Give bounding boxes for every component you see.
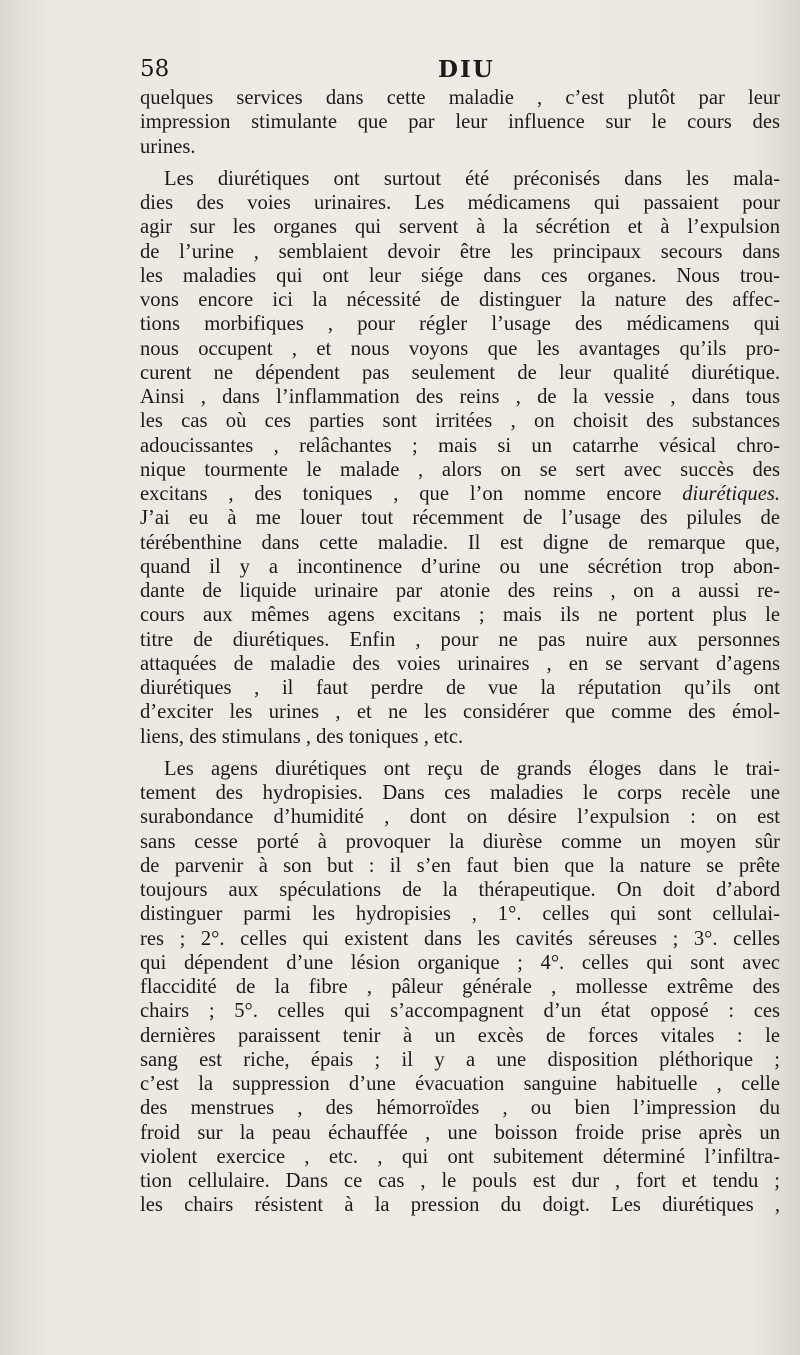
text-line: les maladies qui ont leur siége dans ces organes. Nous trou- bbox=[140, 264, 780, 287]
text-line: c’est la suppression d’une évacuation sanguine habituelle , celle bbox=[140, 1073, 780, 1095]
text-segment: excitans , des toniques , que l’on nomme encore bbox=[140, 483, 662, 505]
text-line: adoucissantes , relâchantes ; mais si un catarrhe vésical chro- bbox=[140, 434, 780, 457]
italic-term: diurétiques. bbox=[682, 483, 781, 505]
text-line bbox=[140, 482, 780, 506]
text-line: liens, des stimulans , des toniques , etc. bbox=[140, 725, 464, 748]
text-line: sans cesse porté à provoquer la diurèse comme un moyen sûr bbox=[140, 830, 780, 853]
text-line: Ainsi , dans l’inflammation des reins , de la vessie , dans tous bbox=[140, 386, 780, 408]
text-line: froid sur la peau échauffée , une boisson froide prise après un bbox=[140, 1121, 780, 1144]
paragraph-1 bbox=[140, 86, 780, 159]
text-line: les cas où ces parties sont irritées , on choisit des substances bbox=[140, 410, 780, 433]
text-line: J’ai eu à me louer tout récemment de l’usage des pilules de bbox=[140, 507, 780, 530]
text-line: de l’urine , semblaient devoir être les principaux secours dans bbox=[140, 240, 780, 263]
text-line: surabondance d’humidité , dont on désire l’expulsion : on est bbox=[140, 806, 780, 829]
page-number: 58 bbox=[140, 56, 170, 82]
text-line: chairs ; 5°. celles qui s’accompagnent d’un état opposé : ces bbox=[140, 1000, 780, 1023]
text-line: urines. bbox=[140, 135, 196, 158]
text-line: cours aux mêmes agens excitans ; mais ils ne portent plus le bbox=[140, 604, 780, 627]
text-line: diurétiques , il faut perdre de vue la réputation qu’ils ont bbox=[140, 677, 780, 699]
text-line: attaquées de maladie des voies urinaires , en se servant d’agens bbox=[140, 652, 780, 675]
text-line: vons encore ici la nécessité de distinguer la nature des affec- bbox=[140, 289, 780, 311]
text-line: quelques services dans cette maladie , c’est plutôt par leur bbox=[140, 87, 780, 109]
text-line: tion cellulaire. Dans ce cas , le pouls est dur , fort et tendu ; bbox=[140, 1170, 780, 1192]
text-line: nous occupent , et nous voyons que les avantages qu’ils pro- bbox=[140, 337, 780, 360]
text-line: sang est riche, épais ; il y a une disposition pléthorique ; bbox=[140, 1048, 780, 1071]
text-line: les chairs résistent à la pression du doigt. Les diurétiques , bbox=[140, 1194, 780, 1217]
page-header bbox=[140, 56, 770, 86]
text-line: res ; 2°. celles qui existent dans les cavités séreuses ; 3°. celles bbox=[140, 927, 780, 950]
text-line: dernières paraissent tenir à un excès de forces vitales : le bbox=[140, 1024, 780, 1047]
paragraph-2 bbox=[140, 167, 780, 749]
text-line: agir sur les organes qui servent à la sécrétion et à l’expulsion bbox=[140, 216, 780, 239]
text-line: tions morbifiques , pour régler l’usage des médicamens qui bbox=[140, 313, 780, 336]
running-head: DIU bbox=[438, 56, 495, 83]
text-line: impression stimulante que par leur influence sur le cours des bbox=[140, 111, 780, 134]
paragraph-3 bbox=[140, 757, 780, 1218]
text-line: tement des hydropisies. Dans ces maladies le corps recèle une bbox=[140, 782, 780, 804]
text-line: violent exercice , etc. , qui ont subitement déterminé l’infiltra- bbox=[140, 1145, 780, 1168]
text-line: de parvenir à son but : il s’en faut bien que la nature se prête bbox=[140, 854, 780, 877]
text-line: térébenthine dans cette maladie. Il est digne de remarque que, bbox=[140, 531, 780, 554]
text-line: curent ne dépendent pas seulement de leur qualité diurétique. bbox=[140, 361, 780, 384]
text-line: Les agens diurétiques ont reçu de grands éloges dans le trai- bbox=[164, 757, 780, 780]
text-line: flaccidité de la fibre , pâleur générale , mollesse extrême des bbox=[140, 976, 780, 998]
text-line: quand il y a incontinence d’urine ou une sécrétion trop abon- bbox=[140, 555, 780, 578]
text-line: dies des voies urinaires. Les médicamens qui passaient pour bbox=[140, 192, 780, 214]
page-body bbox=[140, 86, 780, 1218]
text-line: toujours aux spéculations de la thérapeutique. On doit d’abord bbox=[140, 879, 780, 901]
text-line: qui dépendent d’une lésion organique ; 4°. celles qui sont avec bbox=[140, 951, 780, 974]
text-line: titre de diurétiques. Enfin , pour ne pas nuire aux personnes bbox=[140, 628, 780, 651]
text-line: dante de liquide urinaire par atonie des reins , on a aussi re- bbox=[140, 580, 780, 602]
text-line: d’exciter les urines , et ne les considérer que comme des émol- bbox=[140, 701, 780, 724]
text-line: Les diurétiques ont surtout été préconisés dans les mala- bbox=[164, 167, 780, 190]
text-line: nique tourmente le malade , alors on se sert avec succès des bbox=[140, 458, 780, 481]
text-line: des menstrues , des hémorroïdes , ou bien l’impression du bbox=[140, 1097, 780, 1120]
text-line: distinguer parmi les hydropisies , 1°. celles qui sont cellulai- bbox=[140, 903, 780, 926]
